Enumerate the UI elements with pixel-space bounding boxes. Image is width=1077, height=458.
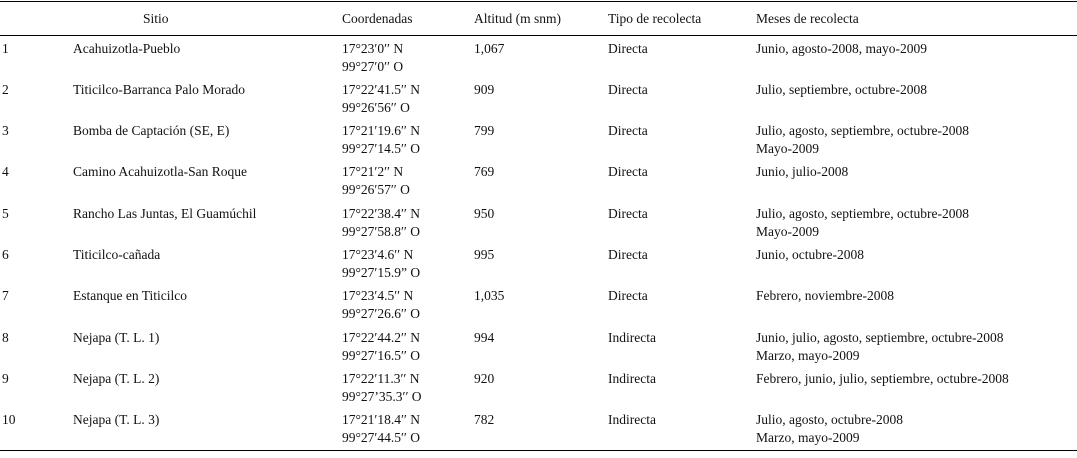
meses-line-2: Mayo-2009: [756, 223, 819, 239]
cell-meses: [756, 159, 1077, 200]
cell-meses: [756, 325, 1077, 366]
table-row: [0, 159, 1077, 200]
meses-line-1: Junio, julio-2008: [756, 164, 849, 180]
cell-altitud: 995: [474, 246, 495, 262]
cell-coordenadas: [342, 407, 474, 451]
cell-meses: [756, 283, 1077, 324]
coord-longitude: 99°27’35.3′′ O: [342, 388, 422, 404]
cell-meses: [756, 366, 1077, 407]
cell-num: 1: [2, 41, 9, 56]
meses-line-1: Junio, octubre-2008: [756, 246, 864, 262]
cell-sitio: Nejapa (T. L. 3): [73, 407, 342, 451]
cell-sitio: Bomba de Captación (SE, E): [73, 123, 230, 139]
header-coordenadas: Coordenadas: [342, 2, 474, 36]
coord-latitude: 17°23′4.5′′ N: [342, 288, 414, 304]
table-row: [0, 283, 1077, 324]
cell-meses: [756, 36, 1077, 77]
cell-sitio: Titicilco-Barranca Palo Morado: [73, 81, 245, 97]
cell-sitio: Titicilco-cañada: [73, 246, 161, 262]
table-row: [0, 325, 1077, 366]
cell-num: 2: [2, 81, 9, 97]
cell-sitio: Nejapa (T. L. 1): [73, 329, 160, 345]
coord-longitude: 99°27′26.6′′ O: [342, 306, 421, 322]
collection-sites-table: [0, 1, 1077, 451]
meses-line-1: Julio, septiembre, octubre-2008: [756, 81, 927, 97]
meses-line-2: Marzo, mayo-2009: [756, 347, 860, 363]
meses-line-2: Marzo, mayo-2009: [756, 430, 860, 446]
cell-sitio: Nejapa (T. L. 2): [73, 370, 160, 386]
cell-coordenadas: [342, 77, 474, 118]
table-row: [0, 201, 1077, 242]
cell-num: 9: [2, 370, 9, 386]
cell-tipo: Directa: [608, 246, 648, 262]
meses-line-1: Julio, agosto, octubre-2008: [756, 412, 903, 428]
cell-sitio: Acahuizotla-Pueblo: [73, 41, 181, 56]
cell-num: 3: [2, 123, 9, 139]
coord-latitude: 17°22′41.5′′ N: [342, 81, 421, 97]
coord-longitude: 99°27′15.9” O: [342, 264, 421, 280]
cell-num: 7: [2, 288, 9, 304]
table-header: [0, 2, 1077, 36]
header-row: [0, 2, 1077, 36]
table-row: [0, 36, 1077, 77]
header-num: [0, 2, 73, 36]
cell-tipo: Indirecta: [608, 370, 656, 386]
cell-altitud: 799: [474, 123, 495, 139]
header-sitio: Sitio: [73, 2, 342, 36]
coord-latitude: 17°22′11.3′′ N: [342, 370, 420, 386]
cell-meses: [756, 77, 1077, 118]
coord-longitude: 99°27′14.5′′ O: [342, 141, 421, 157]
cell-tipo: Directa: [608, 81, 648, 97]
cell-altitud: 994: [474, 329, 495, 345]
coord-longitude: 99°26′56′′ O: [342, 99, 410, 115]
cell-tipo: Directa: [608, 41, 648, 56]
cell-num: 10: [0, 407, 73, 451]
cell-tipo: Indirecta: [608, 329, 656, 345]
table-body: [0, 36, 1077, 451]
coord-latitude: 17°22′38.4′′ N: [342, 205, 421, 221]
table-row: [0, 118, 1077, 159]
table-row: [0, 366, 1077, 407]
cell-num: 4: [2, 164, 9, 180]
coord-longitude: 99°27′44.5′′ O: [342, 430, 421, 446]
cell-coordenadas: [342, 36, 474, 77]
header-meses: Meses de recolecta: [756, 2, 1077, 36]
cell-altitud: 950: [474, 205, 495, 221]
cell-altitud: 1,067: [474, 41, 505, 56]
cell-coordenadas: [342, 201, 474, 242]
cell-tipo: Directa: [608, 123, 648, 139]
cell-altitud: 909: [474, 81, 495, 97]
cell-num: 8: [2, 329, 9, 345]
cell-coordenadas: [342, 242, 474, 283]
cell-altitud: 782: [474, 407, 608, 451]
cell-coordenadas: [342, 366, 474, 407]
table-row: [0, 77, 1077, 118]
cell-sitio: Rancho Las Juntas, El Guamúchil: [73, 205, 257, 221]
table-row: [0, 407, 1077, 451]
header-tipo: Tipo de recolecta: [608, 2, 756, 36]
coord-longitude: 99°27′58.8′′ O: [342, 223, 421, 239]
meses-line-1: Junio, julio, agosto, septiembre, octubre-2008: [756, 329, 1004, 345]
coord-latitude: 17°23′0′′ N: [342, 41, 404, 56]
cell-meses: [756, 407, 1077, 451]
meses-line-1: Julio, agosto, septiembre, octubre-2008: [756, 123, 969, 139]
cell-meses: [756, 242, 1077, 283]
cell-sitio: Camino Acahuizotla-San Roque: [73, 164, 247, 180]
cell-num: 5: [2, 205, 9, 221]
header-altitud: Altitud (m snm): [474, 2, 608, 36]
coord-latitude: 17°23′4.6′′ N: [342, 246, 414, 262]
meses-line-1: Febrero, junio, julio, septiembre, octubre-2008: [756, 370, 1009, 386]
coord-latitude: 17°21′19.6′′ N: [342, 123, 421, 139]
cell-tipo: Directa: [608, 164, 648, 180]
cell-altitud: 920: [474, 370, 495, 386]
cell-tipo: Directa: [608, 205, 648, 221]
coord-latitude: 17°22′44.2′′ N: [342, 329, 421, 345]
coord-longitude: 99°27′16.5′′ O: [342, 347, 421, 363]
coord-longitude: 99°27′0′′ O: [342, 59, 404, 74]
cell-altitud: 769: [474, 164, 495, 180]
meses-line-2: Mayo-2009: [756, 141, 819, 157]
cell-coordenadas: [342, 159, 474, 200]
meses-line-1: Julio, agosto, septiembre, octubre-2008: [756, 205, 969, 221]
coord-longitude: 99°26′57′′ O: [342, 182, 410, 198]
table-row: [0, 242, 1077, 283]
cell-tipo: Directa: [608, 288, 648, 304]
cell-num: 6: [2, 246, 9, 262]
meses-line-1: Febrero, noviembre-2008: [756, 288, 894, 304]
cell-tipo: Indirecta: [608, 407, 756, 451]
cell-altitud: 1,035: [474, 288, 505, 304]
cell-coordenadas: [342, 118, 474, 159]
cell-coordenadas: [342, 283, 474, 324]
cell-meses: [756, 118, 1077, 159]
coord-latitude: 17°21′18.4′′ N: [342, 412, 421, 428]
coord-latitude: 17°21′2′′ N: [342, 164, 404, 180]
cell-coordenadas: [342, 325, 474, 366]
cell-sitio: Estanque en Titicilco: [73, 288, 187, 304]
meses-line-1: Junio, agosto-2008, mayo-2009: [756, 41, 927, 56]
cell-meses: [756, 201, 1077, 242]
